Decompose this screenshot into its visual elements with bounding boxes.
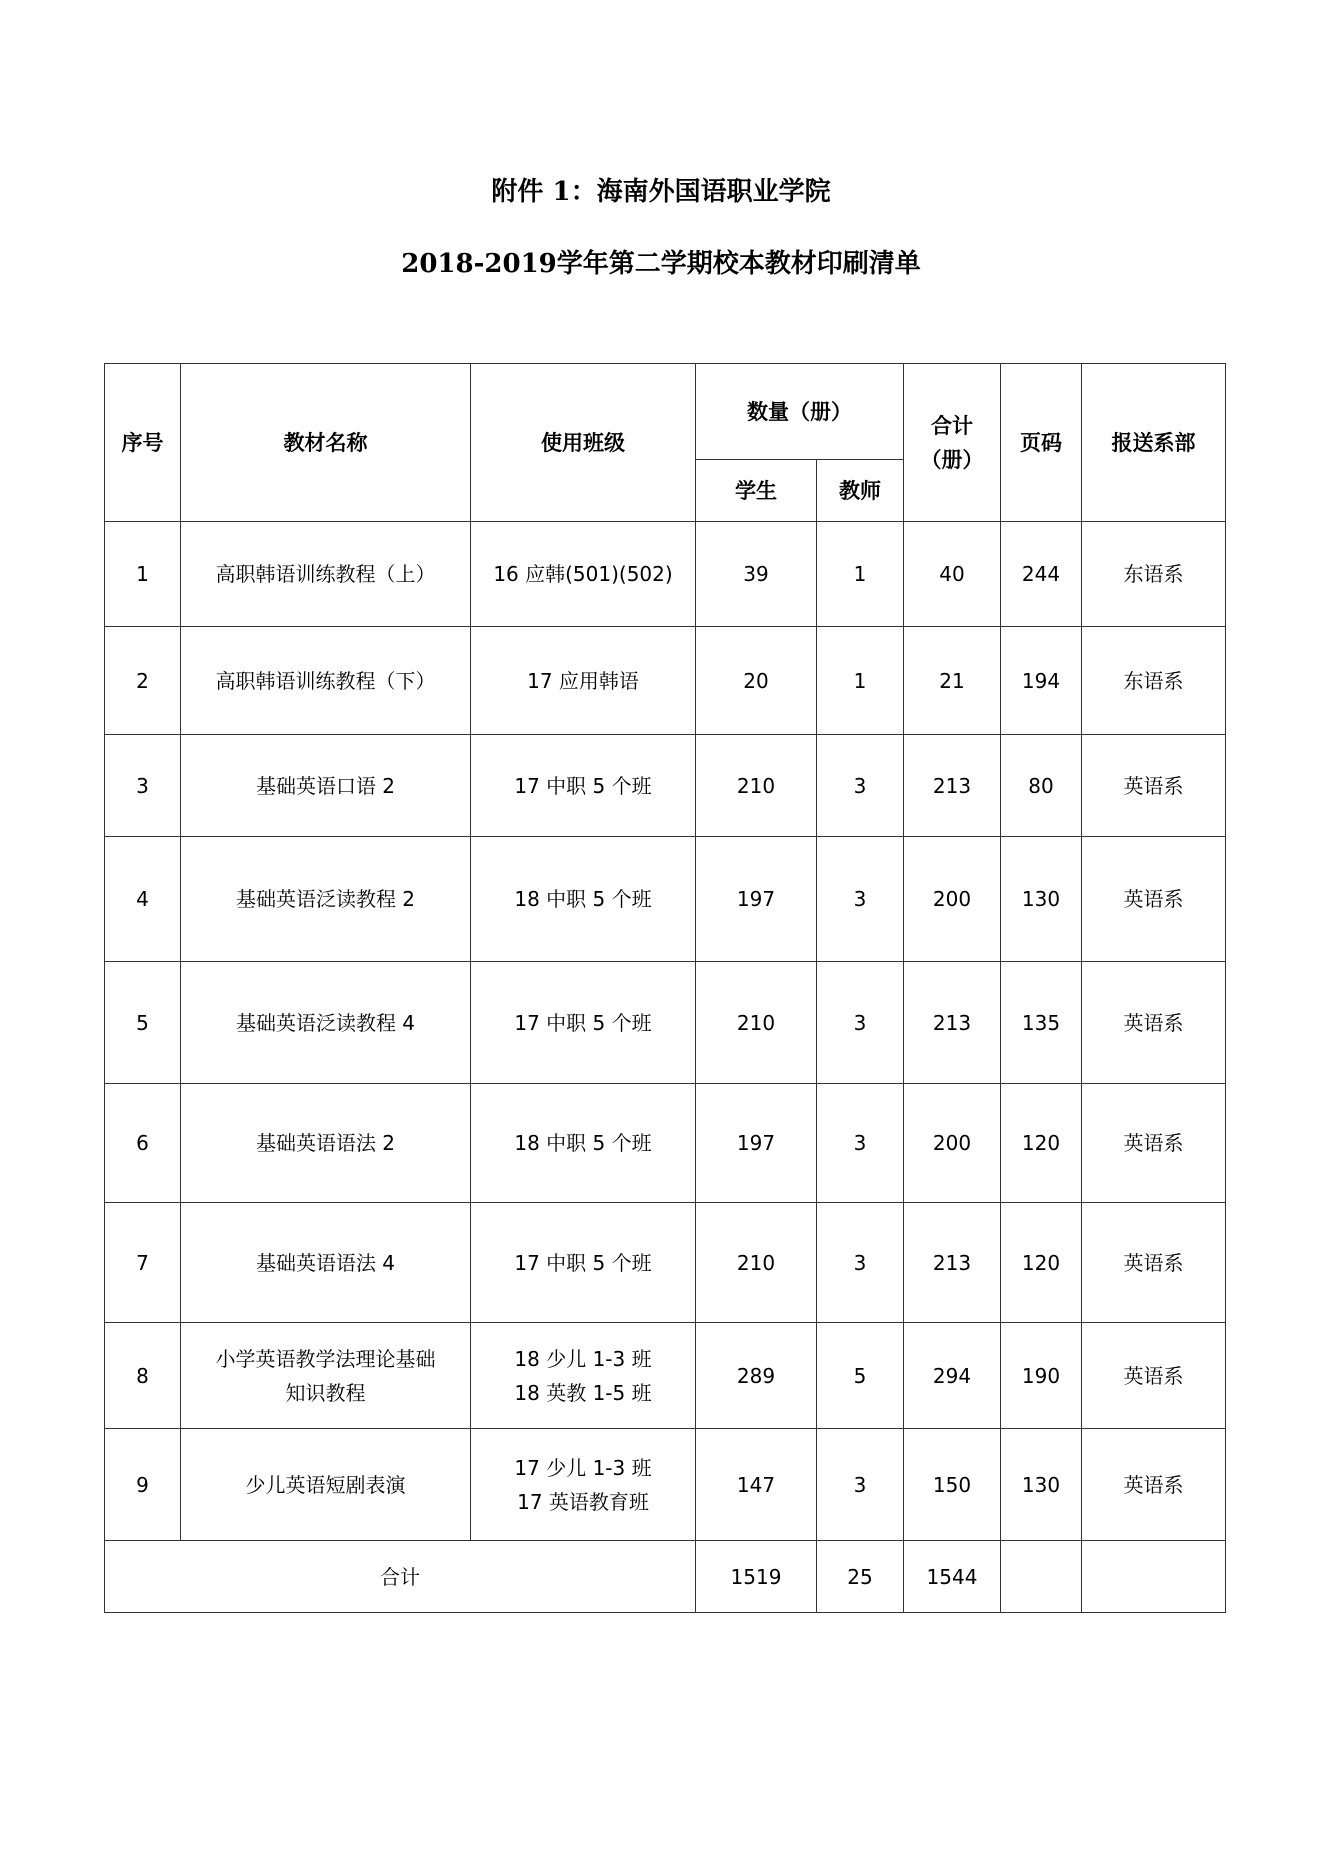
cell-seq: 1 <box>105 522 181 627</box>
cell-textbook-name-line: 基础英语口语 2 <box>255 773 396 798</box>
summary-teacher: 25 <box>817 1541 904 1613</box>
cell-total: 21 <box>904 627 1001 735</box>
cell-textbook-name-line: 高职韩语训练教程（下） <box>215 668 436 693</box>
document-subtitle: 2018-2019学年第二学期校本教材印刷清单 <box>401 249 921 279</box>
cell-seq: 6 <box>105 1084 181 1203</box>
cell-student-count: 210 <box>696 1203 817 1323</box>
table-row <box>105 522 1226 627</box>
cell-textbook-name <box>181 1203 471 1323</box>
cell-student-count: 20 <box>696 627 817 735</box>
header-pages: 页码 <box>1001 364 1082 522</box>
cell-student-count: 210 <box>696 962 817 1084</box>
cell-department: 英语系 <box>1082 1429 1226 1541</box>
cell-student-count: 39 <box>696 522 817 627</box>
cell-class-line: 17 少儿 1-3 班 <box>514 1455 652 1480</box>
table-row <box>105 627 1226 735</box>
cell-textbook-name <box>181 1323 471 1429</box>
cell-teacher-count: 3 <box>817 1084 904 1203</box>
cell-class-line: 17 英语教育班 <box>517 1489 649 1514</box>
cell-total: 213 <box>904 1203 1001 1323</box>
table-row <box>105 735 1226 837</box>
cell-textbook-name-line: 小学英语教学法理论基础 <box>215 1346 436 1371</box>
cell-department: 英语系 <box>1082 1084 1226 1203</box>
cell-department: 英语系 <box>1082 837 1226 962</box>
table-row <box>105 1429 1226 1541</box>
cell-total: 294 <box>904 1323 1001 1429</box>
cell-seq: 5 <box>105 962 181 1084</box>
header-student: 学生 <box>696 460 817 522</box>
cell-student-count: 197 <box>696 837 817 962</box>
cell-teacher-count: 3 <box>817 837 904 962</box>
cell-class <box>471 962 696 1084</box>
cell-class-line: 17 中职 5 个班 <box>514 1010 652 1035</box>
cell-class <box>471 837 696 962</box>
cell-textbook-name <box>181 522 471 627</box>
cell-textbook-name-line: 知识教程 <box>285 1380 366 1405</box>
summary-label: 合计 <box>105 1541 696 1613</box>
document-title: 附件 1：海南外国语职业学院 <box>491 177 831 207</box>
summary-department <box>1082 1541 1226 1613</box>
cell-teacher-count: 5 <box>817 1323 904 1429</box>
cell-department: 英语系 <box>1082 1323 1226 1429</box>
table-row <box>105 962 1226 1084</box>
cell-total: 40 <box>904 522 1001 627</box>
cell-class-line: 17 中职 5 个班 <box>514 773 652 798</box>
cell-textbook-name-line: 高职韩语训练教程（上） <box>215 562 436 586</box>
cell-pages: 130 <box>1001 837 1082 962</box>
cell-class <box>471 1203 696 1323</box>
cell-total: 200 <box>904 1084 1001 1203</box>
cell-department: 东语系 <box>1082 627 1226 735</box>
header-class: 使用班级 <box>471 364 696 522</box>
table-row <box>105 1203 1226 1323</box>
cell-student-count: 147 <box>696 1429 817 1541</box>
cell-teacher-count: 3 <box>817 1429 904 1541</box>
cell-textbook-name <box>181 1084 471 1203</box>
header-textbook-name: 教材名称 <box>181 364 471 522</box>
table-row <box>105 837 1226 962</box>
textbook-print-table <box>104 363 1226 1613</box>
cell-department: 英语系 <box>1082 1203 1226 1323</box>
cell-teacher-count: 3 <box>817 962 904 1084</box>
cell-pages: 244 <box>1001 522 1082 627</box>
header-teacher: 教师 <box>817 460 904 522</box>
cell-total: 213 <box>904 962 1001 1084</box>
summary-pages <box>1001 1541 1082 1613</box>
cell-student-count: 289 <box>696 1323 817 1429</box>
cell-class-line: 18 中职 5 个班 <box>514 887 652 911</box>
cell-total: 150 <box>904 1429 1001 1541</box>
cell-class-line: 17 应用韩语 <box>527 668 639 693</box>
cell-class <box>471 522 696 627</box>
cell-class <box>471 735 696 837</box>
cell-textbook-name-line: 少儿英语短剧表演 <box>245 1472 406 1497</box>
cell-seq: 7 <box>105 1203 181 1323</box>
cell-pages: 190 <box>1001 1323 1082 1429</box>
cell-textbook-name <box>181 837 471 962</box>
summary-total: 1544 <box>904 1541 1001 1613</box>
table-body <box>105 522 1226 1541</box>
cell-textbook-name-line: 基础英语泛读教程 4 <box>235 1010 416 1035</box>
cell-class-line: 17 中职 5 个班 <box>514 1250 652 1275</box>
cell-class <box>471 627 696 735</box>
table-row <box>105 1323 1226 1429</box>
cell-pages: 194 <box>1001 627 1082 735</box>
cell-seq: 2 <box>105 627 181 735</box>
cell-class <box>471 1323 696 1429</box>
cell-textbook-name-line: 基础英语语法 2 <box>255 1131 396 1155</box>
header-seq: 序号 <box>105 364 181 522</box>
cell-pages: 120 <box>1001 1203 1082 1323</box>
cell-seq: 8 <box>105 1323 181 1429</box>
header-total-line2: （册） <box>920 447 984 472</box>
cell-textbook-name <box>181 735 471 837</box>
cell-total: 200 <box>904 837 1001 962</box>
cell-student-count: 197 <box>696 1084 817 1203</box>
cell-department: 东语系 <box>1082 522 1226 627</box>
cell-pages: 135 <box>1001 962 1082 1084</box>
cell-textbook-name-line: 基础英语泛读教程 2 <box>235 887 416 911</box>
cell-seq: 3 <box>105 735 181 837</box>
cell-department: 英语系 <box>1082 735 1226 837</box>
cell-seq: 4 <box>105 837 181 962</box>
cell-class-line: 18 少儿 1-3 班 <box>514 1346 652 1371</box>
cell-textbook-name-line: 基础英语语法 4 <box>255 1250 396 1275</box>
cell-teacher-count: 3 <box>817 1203 904 1323</box>
cell-pages: 120 <box>1001 1084 1082 1203</box>
cell-class-line: 18 英教 1-5 班 <box>514 1380 652 1405</box>
cell-teacher-count: 1 <box>817 627 904 735</box>
cell-total: 213 <box>904 735 1001 837</box>
header-department: 报送系部 <box>1082 364 1226 522</box>
cell-department: 英语系 <box>1082 962 1226 1084</box>
header-quantity: 数量（册） <box>696 364 904 460</box>
cell-student-count: 210 <box>696 735 817 837</box>
cell-teacher-count: 1 <box>817 522 904 627</box>
cell-textbook-name <box>181 962 471 1084</box>
header-total-line1: 合计 <box>931 413 973 438</box>
cell-textbook-name <box>181 1429 471 1541</box>
summary-student: 1519 <box>696 1541 817 1613</box>
table-row <box>105 1084 1226 1203</box>
cell-class <box>471 1084 696 1203</box>
header-total <box>904 364 1001 522</box>
cell-class <box>471 1429 696 1541</box>
cell-textbook-name <box>181 627 471 735</box>
cell-pages: 130 <box>1001 1429 1082 1541</box>
cell-seq: 9 <box>105 1429 181 1541</box>
cell-class-line: 18 中职 5 个班 <box>514 1131 652 1155</box>
cell-class-line: 16 应韩(501)(502) <box>493 562 673 586</box>
summary-row <box>105 1541 1226 1613</box>
cell-pages: 80 <box>1001 735 1082 837</box>
cell-teacher-count: 3 <box>817 735 904 837</box>
